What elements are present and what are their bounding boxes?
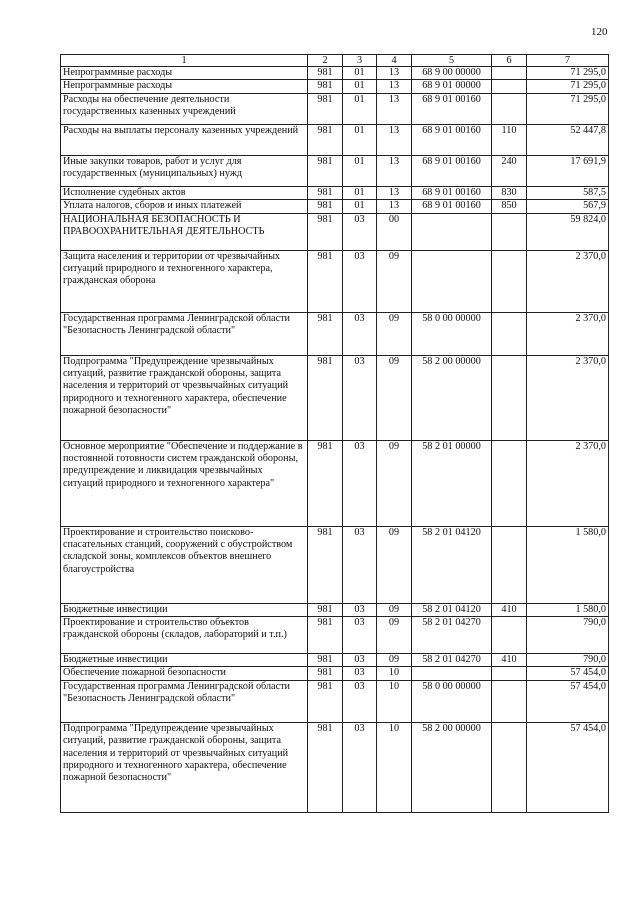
cell-ved: 981 <box>308 200 343 213</box>
table-row <box>61 526 609 603</box>
cell-name: Уплата налогов, сборов и иных платежей <box>61 200 308 213</box>
cell-vr <box>492 617 527 654</box>
cell-csr: 68 9 00 00000 <box>412 67 492 80</box>
cell-pr: 13 <box>377 93 412 124</box>
cell-csr: 68 9 01 00160 <box>412 186 492 199</box>
cell-ved: 981 <box>308 440 343 526</box>
cell-name: Обеспечение пожарной безопасности <box>61 667 308 680</box>
cell-pr: 09 <box>377 617 412 654</box>
cell-sum: 2 370,0 <box>527 440 609 526</box>
cell-vr: 110 <box>492 124 527 155</box>
cell-sum: 57 454,0 <box>527 680 609 722</box>
cell-sum: 71 295,0 <box>527 93 609 124</box>
cell-pr: 13 <box>377 124 412 155</box>
cell-vr <box>492 67 527 80</box>
cell-vr: 410 <box>492 654 527 667</box>
cell-rz: 03 <box>343 722 377 812</box>
table-row <box>61 186 609 199</box>
cell-ved: 981 <box>308 213 343 250</box>
page-number: 120 <box>591 26 608 38</box>
cell-vr <box>492 312 527 355</box>
cell-pr: 10 <box>377 680 412 722</box>
cell-csr: 58 2 01 00000 <box>412 440 492 526</box>
cell-csr: 68 9 01 00160 <box>412 155 492 186</box>
table-row <box>61 213 609 250</box>
cell-csr: 58 2 00 00000 <box>412 722 492 812</box>
cell-vr: 240 <box>492 155 527 186</box>
cell-ved: 981 <box>308 67 343 80</box>
cell-vr: 850 <box>492 200 527 213</box>
budget-table <box>60 54 609 813</box>
cell-pr: 09 <box>377 654 412 667</box>
cell-ved: 981 <box>308 722 343 812</box>
cell-ved: 981 <box>308 155 343 186</box>
cell-sum: 2 370,0 <box>527 355 609 440</box>
cell-vr <box>492 667 527 680</box>
cell-csr: 58 2 01 04120 <box>412 603 492 616</box>
cell-ved: 981 <box>308 250 343 312</box>
cell-rz: 01 <box>343 80 377 93</box>
cell-vr <box>492 93 527 124</box>
cell-pr: 09 <box>377 312 412 355</box>
cell-csr: 58 0 00 00000 <box>412 680 492 722</box>
cell-rz: 01 <box>343 186 377 199</box>
table-row <box>61 667 609 680</box>
cell-sum: 59 824,0 <box>527 213 609 250</box>
cell-rz: 03 <box>343 312 377 355</box>
cell-csr: 58 2 00 00000 <box>412 355 492 440</box>
cell-vr <box>492 213 527 250</box>
cell-vr: 830 <box>492 186 527 199</box>
cell-rz: 01 <box>343 200 377 213</box>
cell-ved: 981 <box>308 93 343 124</box>
cell-pr: 10 <box>377 667 412 680</box>
cell-name: Подпрограмма "Предупреждение чрезвычайных ситуаций, развитие гражданской обороны, защита населения и территорий от чрезвычайных ситуаций природного и техногенного характера, обеспечение пожарной безопасности" <box>61 722 308 812</box>
cell-rz: 01 <box>343 93 377 124</box>
cell-ved: 981 <box>308 186 343 199</box>
table-row <box>61 124 609 155</box>
cell-name: Иные закупки товаров, работ и услуг для государственных (муниципальных) нужд <box>61 155 308 186</box>
cell-csr <box>412 213 492 250</box>
table-row <box>61 440 609 526</box>
cell-rz: 03 <box>343 355 377 440</box>
cell-rz: 03 <box>343 526 377 603</box>
header-cell: 2 <box>308 55 343 67</box>
cell-pr: 09 <box>377 526 412 603</box>
table-row <box>61 722 609 812</box>
cell-vr: 410 <box>492 603 527 616</box>
cell-sum: 567,9 <box>527 200 609 213</box>
cell-pr: 09 <box>377 250 412 312</box>
cell-sum: 17 691,9 <box>527 155 609 186</box>
cell-sum: 57 454,0 <box>527 722 609 812</box>
cell-ved: 981 <box>308 355 343 440</box>
cell-sum: 790,0 <box>527 654 609 667</box>
cell-pr: 09 <box>377 440 412 526</box>
header-cell: 4 <box>377 55 412 67</box>
table-row <box>61 200 609 213</box>
cell-vr <box>492 722 527 812</box>
cell-sum: 1 580,0 <box>527 603 609 616</box>
cell-name: Расходы на обеспечение деятельности государственных казенных учреждений <box>61 93 308 124</box>
cell-csr: 68 9 01 00160 <box>412 124 492 155</box>
cell-rz: 03 <box>343 250 377 312</box>
cell-sum: 52 447,8 <box>527 124 609 155</box>
cell-rz: 03 <box>343 667 377 680</box>
cell-ved: 981 <box>308 603 343 616</box>
cell-sum: 71 295,0 <box>527 80 609 93</box>
cell-sum: 790,0 <box>527 617 609 654</box>
cell-ved: 981 <box>308 80 343 93</box>
cell-ved: 981 <box>308 667 343 680</box>
cell-vr <box>492 680 527 722</box>
cell-rz: 03 <box>343 440 377 526</box>
cell-sum: 2 370,0 <box>527 250 609 312</box>
cell-ved: 981 <box>308 680 343 722</box>
table-row <box>61 617 609 654</box>
cell-csr <box>412 667 492 680</box>
cell-rz: 03 <box>343 603 377 616</box>
cell-name: Расходы на выплаты персоналу казенных учреждений <box>61 124 308 155</box>
header-cell: 3 <box>343 55 377 67</box>
cell-rz: 01 <box>343 67 377 80</box>
cell-name: Защита населения и территории от чрезвычайных ситуаций природного и техногенного характера, гражданская оборона <box>61 250 308 312</box>
cell-csr: 68 9 01 00000 <box>412 80 492 93</box>
cell-ved: 981 <box>308 312 343 355</box>
cell-csr: 58 0 00 00000 <box>412 312 492 355</box>
cell-vr <box>492 250 527 312</box>
cell-sum: 57 454,0 <box>527 667 609 680</box>
cell-rz: 01 <box>343 155 377 186</box>
cell-rz: 01 <box>343 124 377 155</box>
cell-pr: 09 <box>377 603 412 616</box>
cell-name: Государственная программа Ленинградской области "Безопасность Ленинградской области" <box>61 680 308 722</box>
cell-csr: 68 9 01 00160 <box>412 200 492 213</box>
cell-rz: 03 <box>343 680 377 722</box>
cell-sum: 2 370,0 <box>527 312 609 355</box>
table-row <box>61 654 609 667</box>
cell-pr: 13 <box>377 200 412 213</box>
cell-vr <box>492 526 527 603</box>
table-row <box>61 312 609 355</box>
cell-pr: 10 <box>377 722 412 812</box>
cell-ved: 981 <box>308 654 343 667</box>
cell-name: Подпрограмма "Предупреждение чрезвычайных ситуаций, развитие гражданской обороны, защита населения и территорий от чрезвычайных ситуаций природного и техногенного характера, обеспечение пожарной безопасности" <box>61 355 308 440</box>
table-body <box>61 67 609 813</box>
header-cell: 6 <box>492 55 527 67</box>
cell-sum: 587,5 <box>527 186 609 199</box>
table-row <box>61 250 609 312</box>
cell-vr <box>492 80 527 93</box>
cell-pr: 13 <box>377 186 412 199</box>
cell-vr <box>492 355 527 440</box>
table-row <box>61 155 609 186</box>
cell-csr: 58 2 01 04270 <box>412 617 492 654</box>
cell-rz: 03 <box>343 617 377 654</box>
cell-vr <box>492 440 527 526</box>
table-row <box>61 93 609 124</box>
cell-csr: 58 2 01 04120 <box>412 526 492 603</box>
cell-pr: 09 <box>377 355 412 440</box>
header-row <box>61 55 609 67</box>
header-cell: 7 <box>527 55 609 67</box>
cell-ved: 981 <box>308 617 343 654</box>
cell-name: Проектирование и строительство объектов гражданской обороны (складов, лабораторий и т.п.) <box>61 617 308 654</box>
cell-name: Бюджетные инвестиции <box>61 603 308 616</box>
cell-name: Исполнение судебных актов <box>61 186 308 199</box>
cell-name: Государственная программа Ленинградской области "Безопасность Ленинградской области" <box>61 312 308 355</box>
table-row <box>61 80 609 93</box>
cell-name: Бюджетные инвестиции <box>61 654 308 667</box>
cell-csr <box>412 250 492 312</box>
header-cell: 1 <box>61 55 308 67</box>
cell-name: Непрограммные расходы <box>61 67 308 80</box>
cell-pr: 13 <box>377 80 412 93</box>
table-row <box>61 67 609 80</box>
table-row <box>61 680 609 722</box>
cell-pr: 13 <box>377 67 412 80</box>
cell-rz: 03 <box>343 654 377 667</box>
cell-pr: 00 <box>377 213 412 250</box>
cell-name: НАЦИОНАЛЬНАЯ БЕЗОПАСНОСТЬ И ПРАВООХРАНИТЕЛЬНАЯ ДЕЯТЕЛЬНОСТЬ <box>61 213 308 250</box>
cell-csr: 58 2 01 04270 <box>412 654 492 667</box>
cell-rz: 03 <box>343 213 377 250</box>
cell-ved: 981 <box>308 526 343 603</box>
cell-ved: 981 <box>308 124 343 155</box>
cell-name: Проектирование и строительство поисково-спасательных станций, сооружений с обустройством складской зоны, комплексов объектов внешнего благоустройства <box>61 526 308 603</box>
header-cell: 5 <box>412 55 492 67</box>
table-row <box>61 603 609 616</box>
cell-pr: 13 <box>377 155 412 186</box>
cell-csr: 68 9 01 00160 <box>412 93 492 124</box>
table-row <box>61 355 609 440</box>
cell-sum: 71 295,0 <box>527 67 609 80</box>
cell-name: Основное мероприятие "Обеспечение и поддержание в постоянной готовности систем гражданской обороны, предупреждение и ликвидация чрезвычайных ситуаций природного и техногенного характера" <box>61 440 308 526</box>
cell-name: Непрограммные расходы <box>61 80 308 93</box>
cell-sum: 1 580,0 <box>527 526 609 603</box>
